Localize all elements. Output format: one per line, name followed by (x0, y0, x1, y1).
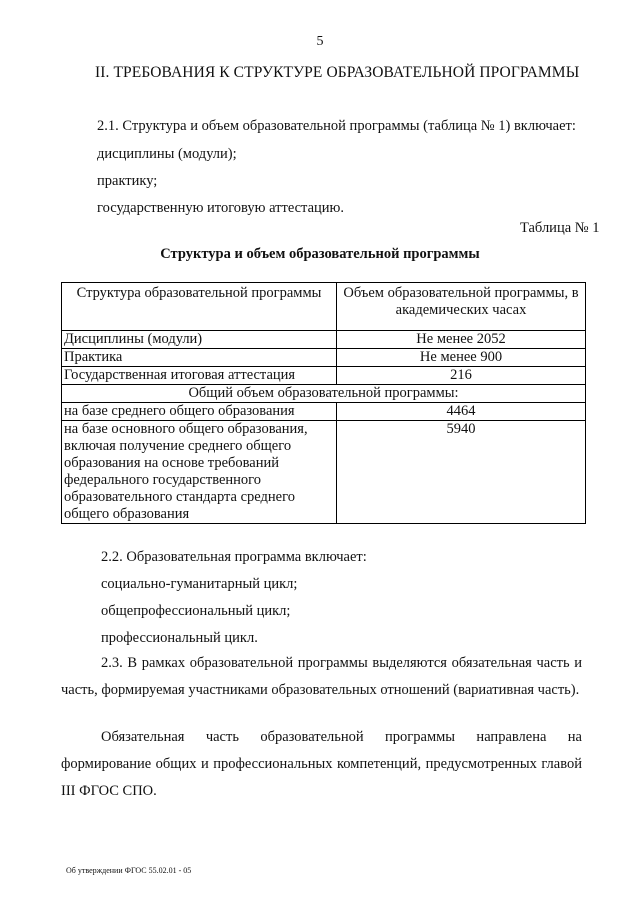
total-label: Общий объем образовательной программы: (62, 385, 586, 403)
row-label: на базе среднего общего образования (62, 403, 337, 421)
section-heading: II. ТРЕБОВАНИЯ К СТРУКТУРЕ ОБРАЗОВАТЕЛЬНОЙ ПРОГРАММЫ (95, 64, 580, 81)
structure-table (61, 282, 586, 524)
table-number: Таблица № 1 (520, 220, 600, 236)
section-2-3-paragraph: 2.3. В рамках образовательной программы выделяются обязательная часть и часть, формируемая участниками образовательных отношений (вариативная часть). (61, 655, 582, 698)
row-value: Не менее 2052 (337, 331, 586, 349)
cycle-professional: профессиональный цикл. (101, 630, 258, 646)
footer-note: Об утверждении ФГОС 55.02.01 - 05 (66, 866, 192, 875)
table-row (62, 331, 586, 349)
row-label: на базе основного общего образования, включая получение среднего общего образования на основе требований федерального государственного образовательного стандарта среднего общего образования (62, 421, 337, 524)
row-label: Практика (62, 349, 337, 367)
cycle-general-professional: общепрофессиональный цикл; (101, 603, 291, 619)
row-label: Государственная итоговая аттестация (62, 367, 337, 385)
table-header-row (62, 283, 586, 331)
intro-item-disciplines: дисциплины (модули); (97, 146, 237, 162)
header-structure: Структура образовательной программы (62, 283, 337, 331)
header-volume: Объем образовательной программы, в академических часах (337, 283, 586, 331)
table-total-row (62, 385, 586, 403)
section-2-2-intro: 2.2. Образовательная программа включает: (101, 549, 367, 565)
page-number: 5 (316, 34, 324, 49)
row-value: 4464 (337, 403, 586, 421)
intro-item-practice: практику; (97, 173, 158, 189)
intro-line: 2.1. Структура и объем образовательной программы (таблица № 1) включает: (97, 118, 576, 134)
table-row (62, 421, 586, 524)
table-row (62, 349, 586, 367)
row-value: Не менее 900 (337, 349, 586, 367)
row-label: Дисциплины (модули) (62, 331, 337, 349)
intro-item-attestation: государственную итоговую аттестацию. (97, 200, 344, 216)
table-row (62, 367, 586, 385)
cycle-social: социально-гуманитарный цикл; (101, 576, 298, 592)
row-value: 5940 (337, 421, 586, 524)
mandatory-part-paragraph: Обязательная часть образовательной программы направлена на формирование общих и профессиональных компетенций, предусмотренных главой III ФГОС СПО. (61, 729, 582, 799)
table-title: Структура и объем образовательной программы (160, 246, 480, 262)
row-value: 216 (337, 367, 586, 385)
table-row (62, 403, 586, 421)
